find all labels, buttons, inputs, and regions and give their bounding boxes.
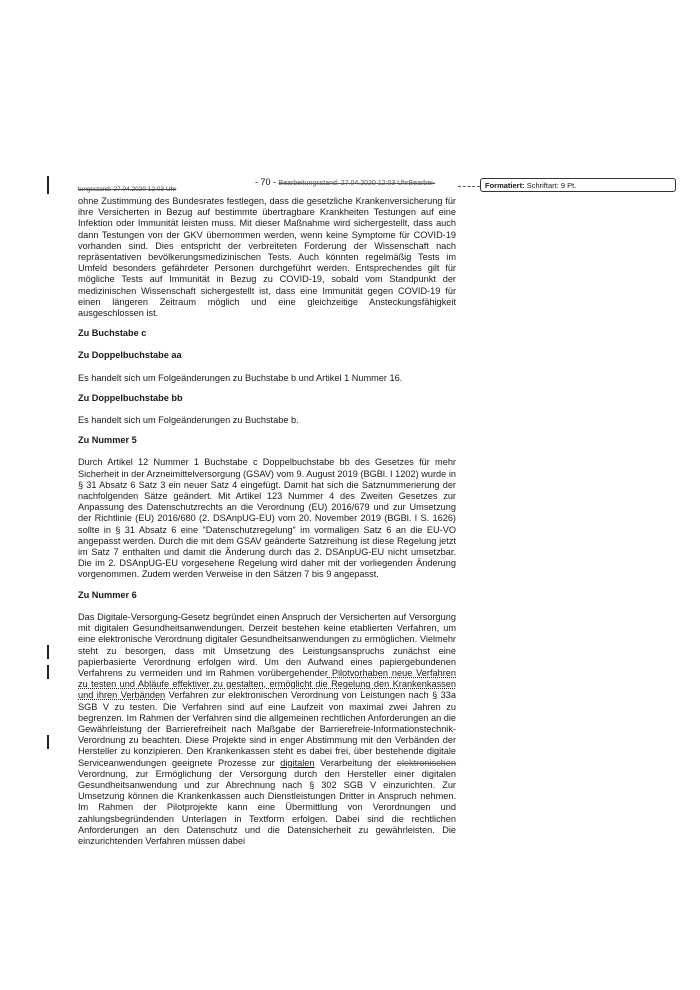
- paragraph-nummer-5: Durch Artikel 12 Nummer 1 Buchstabe c Doppelbuchstabe bb des Gesetzes für mehr Sicherheit in der Arzneimittelversorgung (GSAV) vom 9. August 2019 (BGBl. I 1202) wurde in § 31 Absatz 6 Satz 3 ein neuer Satz 4 eingefügt. Damit hat sich die Satznummerierung der nachfolgenden Sätze geändert. Mit Artikel 123 Nummer 4 des Zweiten Gesetzes zur Anpassung des Datenschutzrechts an die Verordnung (EU) 2016/679 und zur Umsetzung der Richtlinie (EU) 2016/680 (2. DSAnpUG-EU) vom 20. November 2019 (BGBl. I S. 1626) sollte in § 31 Absatz 6 eine "Datenschutzregelung" im vormaligen Satz 6 an die EU-VO angepasst werden. Durch die mit dem GSAV geänderte Satzreihung ist diese Regelung jetzt im Satz 7 enthalten und damit die Änderung durch das 2. DSAnpUG-EU nicht umsetzbar. Die im 2. DSAnpUG-EU vorgesehene Regelung wird daher mit der vorliegenden Änderung vorgenommen. Zudem werden Verweise in den Sätzen 7 bis 9 angepasst.: [78, 457, 456, 580]
- paragraph-bb: Es handelt sich um Folgeänderungen zu Buchstabe b.: [78, 415, 299, 426]
- comment-value: Schriftart: 9 Pt.: [526, 181, 577, 190]
- format-comment-balloon[interactable]: [480, 178, 676, 192]
- p6-part-c: Verfahren zur elektronischen Verordnung von Leistungen nach § 33a SGB V zu testen. Die Verfahren sind auf eine Laufzeit von maximal zwei Jahren zu begrenzen. Im Rahmen der Verfahren sind die allgemeinen rechtlichen Anforderungen an die Gewährleistung der Barrierefreiheit nach Maßgabe der Barrierefreie-Informationstechnik-Verordnung zu beachten. Diese Projekte sind in enger Abstimmung mit den Verbänden der Hersteller zu konzipieren. Den Krankenkassen steht es dabei frei, über bestehende digitale Serviceanwendungen geeignete Prozesse zur: [78, 690, 456, 768]
- header-struck-center: Bearbeitungsstand: 27.04.2020 12:03 UhrBearbei-: [278, 180, 435, 187]
- header-struck-left: tungsstand: 27.04.2020 12:03 Uhr: [78, 186, 177, 193]
- paragraph-aa: Es handelt sich um Folgeänderungen zu Buchstabe b und Artikel 1 Nummer 16.: [78, 372, 403, 383]
- paragraph-intro: ohne Zustimmung des Bundesrates festlegen, dass die gesetzliche Krankenversicherung für ihre Versicherten in Bezug auf bestimmte übertragbare Krankheiten Testungen auf eine Infektion oder Immunität leisten muss. Mit dieser Maßnahme wird sichergestellt, dass auch dann Testungen von der GKV übernommen werden, wenn keine Symptome für COVID-19 vorhanden sind. Dies entspricht der verbreiteten Forderung der Wissenschaft nach repräsentativen bevölkerungsmedizinischen Tests. Auch könnten regelmäßig Tests im Umfeld besonders gefährdeter Personen durchgeführt werden. Entsprechendes gilt für mögliche Tests auf Immunität in Bezug zu COVID-19, sobald vom Standpunkt der medizinischen Wissenschaft sichergestellt ist, dass eine Immunität gegen COVID-19 für einen längeren Zeitraum möglich und eine gleichzeitige Ansteckungsfähigkeit ausgeschlossen ist.: [78, 196, 456, 319]
- page-header: [255, 177, 435, 187]
- page-number: - 70 -: [255, 177, 277, 187]
- comment-label: Formatiert:: [485, 181, 525, 190]
- heading-doppelbuchstabe-aa: Zu Doppelbuchstabe aa: [78, 350, 182, 361]
- p6-part-d: Verordnung, zur Ermöglichung der Versorgung durch den Hersteller einer digitalen Gesundheitsanwendung und zur Abrechnung nach § 302 SGB V einzurichten. Zur Umsetzung können die Krankenkassen auch Dienstleistungen Dritter in Anspruch nehmen. Im Rahmen der Pilotprojekte kann eine Übermittlung von Verordnungen und zahlungsbegründenden Unterlagen in Textform erfolgen. Dabei sind die rechtlichen Anforderungen an den Datenschutz und die Datensicherheit zu gewährleisten. Die einzurichtenden Verfahren müssen dabei: [78, 768, 456, 846]
- heading-nummer-5: Zu Nummer 5: [78, 435, 137, 446]
- change-bar-mid-1: [47, 645, 49, 659]
- comment-connector: [458, 186, 480, 187]
- change-bar-low: [47, 735, 49, 749]
- heading-buchstabe-c: Zu Buchstabe c: [78, 328, 147, 339]
- p6-inserted-word: digitalen: [280, 757, 315, 768]
- heading-nummer-6: Zu Nummer 6: [78, 589, 137, 600]
- paragraph-nummer-6: [78, 612, 456, 847]
- change-bar-top: [47, 176, 49, 194]
- change-bar-mid-2: [47, 665, 49, 679]
- document-body: [78, 196, 456, 856]
- p6-mid: Verarbeitung der: [314, 757, 397, 768]
- p6-deleted-word: elektronischen: [396, 757, 457, 768]
- heading-doppelbuchstabe-bb: Zu Doppelbuchstabe bb: [78, 392, 183, 403]
- p6-part-b: Pilotvorhaben neue Verfahren zu testen und Abläufe effektiver zu gestalten, ermöglicht die Regelung den Krankenkassen und ihren Verbänden: [78, 667, 457, 701]
- p6-part-a: Das Digitale-Versorgung-Gesetz begründet einen Anspruch der Versicherten auf Versorgung mit digitalen Gesundheitsanwendungen. Derzeit bestehen keine etablierten Verfahren, um eine elektronische Verordnung digitaler Gesundheitsanwendungen zu ermöglichen. Vielmehr steht zu besorgen, dass mit Umsetzung des Leistungsanspruchs zunächst eine papierbasierte Verordnung erfolgen wird. Um den Aufwand eines papiergebundenen Verfahrens zu vermeiden und im Rahmen vorübergehender: [78, 611, 456, 678]
